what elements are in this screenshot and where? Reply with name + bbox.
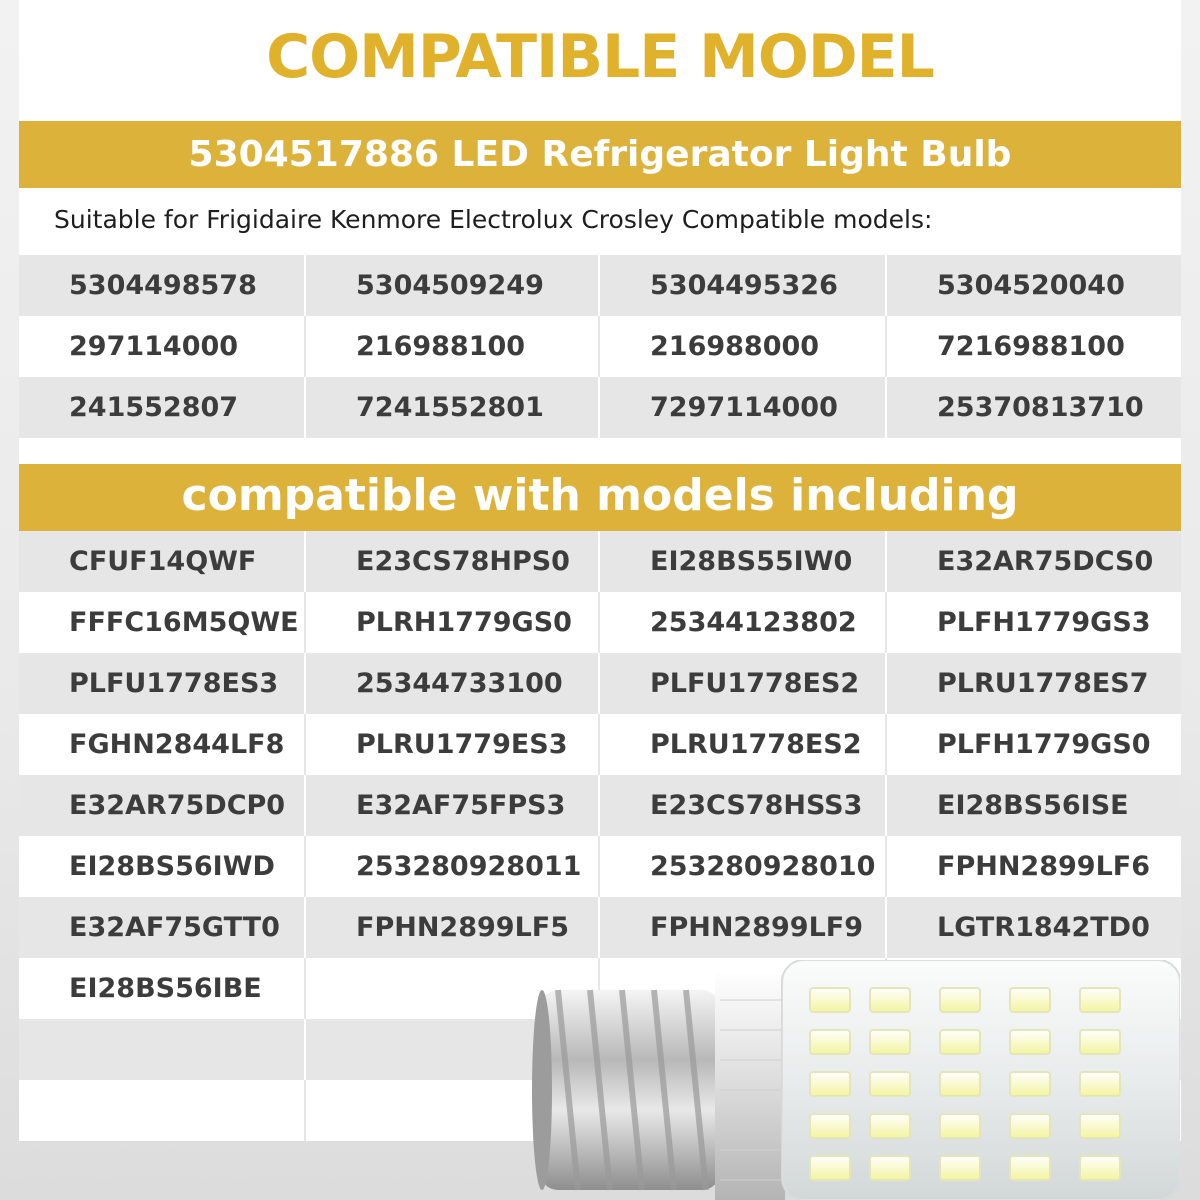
model-cell: PLFH1779GS0: [937, 729, 1151, 760]
model-cell: 25344733100: [306, 653, 600, 714]
model-cell: 25344123802: [600, 592, 887, 653]
model-cell: EI28BS56IBE: [19, 958, 306, 1019]
model-cell: 216988100: [306, 316, 600, 377]
model-cell: E32AR75DCS0: [937, 546, 1154, 577]
model-cell: PLRU1778ES7: [937, 668, 1149, 699]
model-cell: 297114000: [19, 316, 306, 377]
model-cell: EI28BS56IWD: [19, 836, 306, 897]
table-row: [19, 836, 1181, 897]
model-cell: E32AF75GTT0: [19, 897, 306, 958]
model-cell: FGHN2844LF8: [19, 714, 306, 775]
page-title: COMPATIBLE MODEL: [266, 22, 934, 92]
model-cell: EI28BS56ISE: [937, 790, 1129, 821]
table-row: [19, 714, 1181, 775]
model-cell: 241552807: [19, 377, 306, 438]
model-cell: PLFU1778ES2: [600, 653, 887, 714]
model-cell: PLRU1779ES3: [306, 714, 600, 775]
led-bulb-icon: [520, 960, 1180, 1200]
table-row: [19, 255, 1181, 316]
table-row: [19, 377, 1181, 438]
model-cell: FPHN2899LF5: [306, 897, 600, 958]
model-cell: 5304498578: [19, 255, 306, 316]
model-cell: PLRH1779GS0: [306, 592, 600, 653]
model-cell: CFUF14QWF: [19, 531, 306, 592]
model-cell: 7216988100: [937, 331, 1125, 362]
product-banner: 5304517886 LED Refrigerator Light Bulb: [19, 121, 1181, 188]
model-cell: PLFH1779GS3: [937, 607, 1151, 638]
model-cell: PLFU1778ES3: [19, 653, 306, 714]
models-banner: compatible with models including: [19, 464, 1181, 531]
model-cell: E23CS78HPS0: [306, 531, 600, 592]
table-row: [19, 653, 1181, 714]
model-cell: E23CS78HSS3: [600, 775, 887, 836]
model-cell: [19, 1080, 306, 1141]
table-row: [19, 897, 1181, 958]
model-cell: FFFC16M5QWE: [19, 592, 306, 653]
model-cell: 253280928010: [600, 836, 887, 897]
table-row: [19, 592, 1181, 653]
model-cell: 25370813710: [937, 392, 1144, 423]
model-cell: EI28BS55IW0: [600, 531, 887, 592]
model-cell: 216988000: [600, 316, 887, 377]
model-cell: 7241552801: [306, 377, 600, 438]
compatibility-subtitle: Suitable for Frigidaire Kenmore Electrolux Crosley Compatible models:: [54, 205, 933, 234]
model-cell: 253280928011: [306, 836, 600, 897]
model-cell: 5304509249: [306, 255, 600, 316]
table-row: [19, 316, 1181, 377]
model-cell: E32AF75FPS3: [306, 775, 600, 836]
model-cell: FPHN2899LF6: [937, 851, 1151, 882]
model-cell: FPHN2899LF9: [600, 897, 887, 958]
model-cell: E32AR75DCP0: [19, 775, 306, 836]
model-cell: 5304520040: [937, 270, 1125, 301]
table-row: [19, 775, 1181, 836]
model-cell: PLRU1778ES2: [600, 714, 887, 775]
model-cell: 5304495326: [600, 255, 887, 316]
model-cell: 7297114000: [600, 377, 887, 438]
model-cell: LGTR1842TD0: [937, 912, 1150, 943]
table-row: [19, 531, 1181, 592]
model-cell: [19, 1019, 306, 1080]
